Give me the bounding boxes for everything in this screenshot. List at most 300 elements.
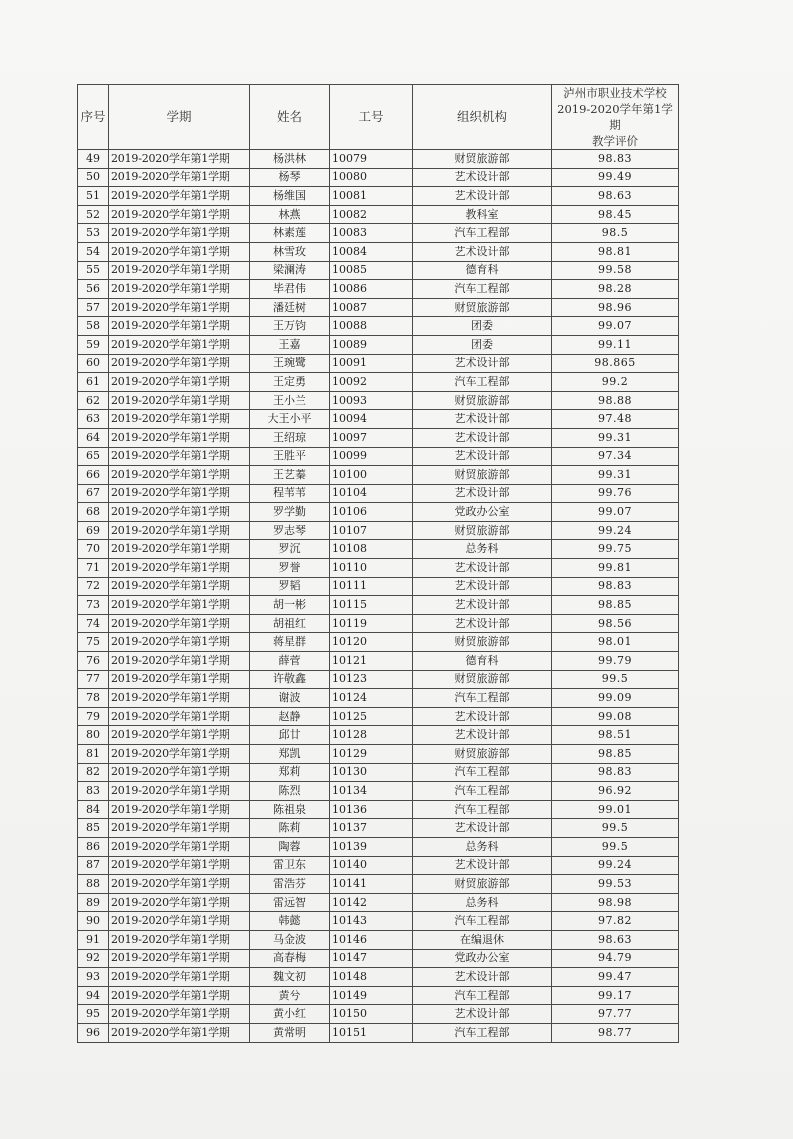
table-row xyxy=(78,968,679,987)
row-employee-id: 10111 xyxy=(330,577,413,596)
header-eval-title: 教学评价 xyxy=(592,134,638,148)
row-organization: 艺术设计部 xyxy=(413,819,552,838)
row-organization: 汽车工程部 xyxy=(413,280,552,299)
row-term: 2019-2020学年第1学期 xyxy=(109,559,250,578)
row-name: 马金波 xyxy=(250,930,330,949)
row-employee-id: 10150 xyxy=(330,1005,413,1024)
table-row xyxy=(78,930,679,949)
table-row xyxy=(78,447,679,466)
row-score: 98.56 xyxy=(552,614,679,633)
row-employee-id: 10104 xyxy=(330,484,413,503)
row-term: 2019-2020学年第1学期 xyxy=(109,503,250,522)
row-score: 99.17 xyxy=(552,986,679,1005)
table-row xyxy=(78,782,679,801)
row-score: 99.24 xyxy=(552,856,679,875)
row-name: 黄兮 xyxy=(250,986,330,1005)
table-row xyxy=(78,949,679,968)
header-eval-term: 2019-2020学年第1学期 xyxy=(557,102,673,132)
table-row xyxy=(78,335,679,354)
table-row xyxy=(78,428,679,447)
row-organization: 党政办公室 xyxy=(413,949,552,968)
table-row xyxy=(78,837,679,856)
table-row xyxy=(78,521,679,540)
table-row xyxy=(78,224,679,243)
row-organization: 汽车工程部 xyxy=(413,689,552,708)
header-org: 组织机构 xyxy=(413,85,552,150)
row-score: 98.865 xyxy=(552,354,679,373)
row-number: 52 xyxy=(78,205,109,224)
row-score: 96.92 xyxy=(552,782,679,801)
row-term: 2019-2020学年第1学期 xyxy=(109,652,250,671)
row-organization: 汽车工程部 xyxy=(413,912,552,931)
header-term: 学期 xyxy=(109,85,250,150)
row-term: 2019-2020学年第1学期 xyxy=(109,800,250,819)
row-term: 2019-2020学年第1学期 xyxy=(109,1023,250,1042)
row-employee-id: 10148 xyxy=(330,968,413,987)
row-organization: 财贸旅游部 xyxy=(413,745,552,764)
row-organization: 艺术设计部 xyxy=(413,577,552,596)
row-score: 98.83 xyxy=(552,763,679,782)
row-term: 2019-2020学年第1学期 xyxy=(109,745,250,764)
row-score: 98.01 xyxy=(552,633,679,652)
row-organization: 教科室 xyxy=(413,205,552,224)
row-term: 2019-2020学年第1学期 xyxy=(109,187,250,206)
table-row xyxy=(78,503,679,522)
row-score: 99.24 xyxy=(552,521,679,540)
row-employee-id: 10121 xyxy=(330,652,413,671)
row-number: 63 xyxy=(78,410,109,429)
row-term: 2019-2020学年第1学期 xyxy=(109,968,250,987)
row-score: 98.98 xyxy=(552,893,679,912)
row-score: 99.07 xyxy=(552,317,679,336)
table-row xyxy=(78,893,679,912)
row-name: 王万钧 xyxy=(250,317,330,336)
row-number: 75 xyxy=(78,633,109,652)
row-term: 2019-2020学年第1学期 xyxy=(109,614,250,633)
row-employee-id: 10142 xyxy=(330,893,413,912)
row-organization: 汽车工程部 xyxy=(413,986,552,1005)
row-organization: 艺术设计部 xyxy=(413,187,552,206)
table-body xyxy=(78,150,679,1043)
row-employee-id: 10151 xyxy=(330,1023,413,1042)
row-term: 2019-2020学年第1学期 xyxy=(109,447,250,466)
row-employee-id: 10134 xyxy=(330,782,413,801)
row-organization: 艺术设计部 xyxy=(413,707,552,726)
row-employee-id: 10115 xyxy=(330,596,413,615)
row-employee-id: 10100 xyxy=(330,466,413,485)
row-organization: 财贸旅游部 xyxy=(413,633,552,652)
row-number: 76 xyxy=(78,652,109,671)
table-row xyxy=(78,205,679,224)
row-number: 93 xyxy=(78,968,109,987)
row-employee-id: 10149 xyxy=(330,986,413,1005)
row-organization: 艺术设计部 xyxy=(413,410,552,429)
row-term: 2019-2020学年第1学期 xyxy=(109,986,250,1005)
row-name: 林雪玫 xyxy=(250,242,330,261)
row-employee-id: 10099 xyxy=(330,447,413,466)
row-score: 99.2 xyxy=(552,373,679,392)
row-score: 99.31 xyxy=(552,428,679,447)
row-employee-id: 10140 xyxy=(330,856,413,875)
row-name: 胡一彬 xyxy=(250,596,330,615)
row-employee-id: 10108 xyxy=(330,540,413,559)
row-score: 94.79 xyxy=(552,949,679,968)
table-row xyxy=(78,689,679,708)
row-employee-id: 10129 xyxy=(330,745,413,764)
table-row xyxy=(78,986,679,1005)
row-employee-id: 10088 xyxy=(330,317,413,336)
row-score: 99.75 xyxy=(552,540,679,559)
row-name: 蒋星群 xyxy=(250,633,330,652)
row-employee-id: 10141 xyxy=(330,875,413,894)
row-name: 王艺蓁 xyxy=(250,466,330,485)
row-number: 83 xyxy=(78,782,109,801)
row-employee-id: 10081 xyxy=(330,187,413,206)
row-name: 黄常明 xyxy=(250,1023,330,1042)
row-organization: 艺术设计部 xyxy=(413,168,552,187)
row-score: 98.45 xyxy=(552,205,679,224)
row-term: 2019-2020学年第1学期 xyxy=(109,242,250,261)
row-term: 2019-2020学年第1学期 xyxy=(109,707,250,726)
row-term: 2019-2020学年第1学期 xyxy=(109,1005,250,1024)
row-organization: 艺术设计部 xyxy=(413,614,552,633)
row-term: 2019-2020学年第1学期 xyxy=(109,521,250,540)
table-row xyxy=(78,856,679,875)
row-score: 99.09 xyxy=(552,689,679,708)
row-score: 99.81 xyxy=(552,559,679,578)
row-number: 68 xyxy=(78,503,109,522)
row-organization: 艺术设计部 xyxy=(413,856,552,875)
row-employee-id: 10085 xyxy=(330,261,413,280)
row-number: 54 xyxy=(78,242,109,261)
row-term: 2019-2020学年第1学期 xyxy=(109,298,250,317)
row-number: 92 xyxy=(78,949,109,968)
row-organization: 财贸旅游部 xyxy=(413,875,552,894)
row-term: 2019-2020学年第1学期 xyxy=(109,466,250,485)
header-name: 姓名 xyxy=(250,85,330,150)
evaluation-table xyxy=(77,84,679,1043)
row-score: 99.76 xyxy=(552,484,679,503)
row-number: 88 xyxy=(78,875,109,894)
row-organization: 财贸旅游部 xyxy=(413,466,552,485)
row-employee-id: 10079 xyxy=(330,150,413,169)
row-term: 2019-2020学年第1学期 xyxy=(109,261,250,280)
row-name: 陈烈 xyxy=(250,782,330,801)
row-term: 2019-2020学年第1学期 xyxy=(109,373,250,392)
row-number: 82 xyxy=(78,763,109,782)
row-number: 67 xyxy=(78,484,109,503)
row-number: 49 xyxy=(78,150,109,169)
row-name: 高春梅 xyxy=(250,949,330,968)
row-organization: 汽车工程部 xyxy=(413,763,552,782)
row-number: 58 xyxy=(78,317,109,336)
row-organization: 汽车工程部 xyxy=(413,373,552,392)
row-organization: 汽车工程部 xyxy=(413,800,552,819)
row-organization: 德育科 xyxy=(413,652,552,671)
row-organization: 财贸旅游部 xyxy=(413,521,552,540)
row-number: 90 xyxy=(78,912,109,931)
row-number: 71 xyxy=(78,559,109,578)
row-employee-id: 10124 xyxy=(330,689,413,708)
row-term: 2019-2020学年第1学期 xyxy=(109,782,250,801)
row-term: 2019-2020学年第1学期 xyxy=(109,856,250,875)
row-score: 99.58 xyxy=(552,261,679,280)
row-score: 98.96 xyxy=(552,298,679,317)
row-name: 程苇苇 xyxy=(250,484,330,503)
row-name: 陈莉 xyxy=(250,819,330,838)
table-row xyxy=(78,261,679,280)
table-row xyxy=(78,614,679,633)
row-term: 2019-2020学年第1学期 xyxy=(109,428,250,447)
header-no: 序号 xyxy=(78,85,109,150)
row-organization: 汽车工程部 xyxy=(413,1023,552,1042)
table-row xyxy=(78,745,679,764)
row-score: 98.88 xyxy=(552,391,679,410)
row-number: 74 xyxy=(78,614,109,633)
row-name: 毕君伟 xyxy=(250,280,330,299)
row-name: 王琬鹭 xyxy=(250,354,330,373)
row-employee-id: 10136 xyxy=(330,800,413,819)
row-organization: 总务科 xyxy=(413,837,552,856)
row-organization: 总务科 xyxy=(413,893,552,912)
row-employee-id: 10097 xyxy=(330,428,413,447)
row-number: 80 xyxy=(78,726,109,745)
row-name: 王胜平 xyxy=(250,447,330,466)
row-score: 98.83 xyxy=(552,150,679,169)
row-name: 林燕 xyxy=(250,205,330,224)
row-number: 73 xyxy=(78,596,109,615)
row-organization: 艺术设计部 xyxy=(413,726,552,745)
table-row xyxy=(78,317,679,336)
row-number: 56 xyxy=(78,280,109,299)
row-term: 2019-2020学年第1学期 xyxy=(109,949,250,968)
row-name: 谢波 xyxy=(250,689,330,708)
row-score: 97.48 xyxy=(552,410,679,429)
row-score: 97.34 xyxy=(552,447,679,466)
row-score: 99.5 xyxy=(552,670,679,689)
row-number: 69 xyxy=(78,521,109,540)
row-term: 2019-2020学年第1学期 xyxy=(109,596,250,615)
row-name: 潘廷树 xyxy=(250,298,330,317)
row-name: 黄小红 xyxy=(250,1005,330,1024)
row-name: 许敬鑫 xyxy=(250,670,330,689)
row-score: 99.31 xyxy=(552,466,679,485)
row-name: 韩懿 xyxy=(250,912,330,931)
row-score: 99.47 xyxy=(552,968,679,987)
row-number: 96 xyxy=(78,1023,109,1042)
row-employee-id: 10082 xyxy=(330,205,413,224)
row-employee-id: 10087 xyxy=(330,298,413,317)
row-organization: 艺术设计部 xyxy=(413,596,552,615)
row-name: 雷卫东 xyxy=(250,856,330,875)
row-number: 62 xyxy=(78,391,109,410)
table-row xyxy=(78,168,679,187)
row-number: 89 xyxy=(78,893,109,912)
row-number: 81 xyxy=(78,745,109,764)
row-organization: 艺术设计部 xyxy=(413,968,552,987)
table-row xyxy=(78,559,679,578)
row-employee-id: 10093 xyxy=(330,391,413,410)
row-organization: 德育科 xyxy=(413,261,552,280)
row-term: 2019-2020学年第1学期 xyxy=(109,893,250,912)
row-employee-id: 10086 xyxy=(330,280,413,299)
row-employee-id: 10147 xyxy=(330,949,413,968)
table-row xyxy=(78,373,679,392)
row-employee-id: 10091 xyxy=(330,354,413,373)
row-employee-id: 10120 xyxy=(330,633,413,652)
row-employee-id: 10106 xyxy=(330,503,413,522)
row-employee-id: 10107 xyxy=(330,521,413,540)
row-term: 2019-2020学年第1学期 xyxy=(109,875,250,894)
table-row xyxy=(78,410,679,429)
row-name: 王绍琼 xyxy=(250,428,330,447)
row-organization: 艺术设计部 xyxy=(413,1005,552,1024)
row-employee-id: 10080 xyxy=(330,168,413,187)
row-term: 2019-2020学年第1学期 xyxy=(109,689,250,708)
row-term: 2019-2020学年第1学期 xyxy=(109,577,250,596)
row-organization: 艺术设计部 xyxy=(413,428,552,447)
row-number: 79 xyxy=(78,707,109,726)
row-score: 99.08 xyxy=(552,707,679,726)
row-employee-id: 10123 xyxy=(330,670,413,689)
row-organization: 团委 xyxy=(413,317,552,336)
row-employee-id: 10089 xyxy=(330,335,413,354)
row-organization: 汽车工程部 xyxy=(413,224,552,243)
table-row xyxy=(78,596,679,615)
row-term: 2019-2020学年第1学期 xyxy=(109,819,250,838)
row-number: 61 xyxy=(78,373,109,392)
table-row xyxy=(78,763,679,782)
row-employee-id: 10083 xyxy=(330,224,413,243)
row-name: 王嘉 xyxy=(250,335,330,354)
row-term: 2019-2020学年第1学期 xyxy=(109,763,250,782)
row-term: 2019-2020学年第1学期 xyxy=(109,670,250,689)
table-row xyxy=(78,670,679,689)
row-employee-id: 10139 xyxy=(330,837,413,856)
table-row xyxy=(78,875,679,894)
table-row xyxy=(78,800,679,819)
row-score: 98.85 xyxy=(552,745,679,764)
row-name: 杨琴 xyxy=(250,168,330,187)
row-term: 2019-2020学年第1学期 xyxy=(109,205,250,224)
row-name: 陈祖泉 xyxy=(250,800,330,819)
row-number: 55 xyxy=(78,261,109,280)
table-row xyxy=(78,150,679,169)
row-name: 雷远智 xyxy=(250,893,330,912)
row-name: 雷浩芬 xyxy=(250,875,330,894)
row-number: 51 xyxy=(78,187,109,206)
row-name: 薛菅 xyxy=(250,652,330,671)
row-name: 大王小平 xyxy=(250,410,330,429)
row-number: 59 xyxy=(78,335,109,354)
row-score: 98.81 xyxy=(552,242,679,261)
table-row xyxy=(78,819,679,838)
row-employee-id: 10119 xyxy=(330,614,413,633)
row-number: 57 xyxy=(78,298,109,317)
row-name: 邱廿 xyxy=(250,726,330,745)
row-number: 72 xyxy=(78,577,109,596)
row-number: 70 xyxy=(78,540,109,559)
row-score: 98.77 xyxy=(552,1023,679,1042)
row-organization: 党政办公室 xyxy=(413,503,552,522)
row-term: 2019-2020学年第1学期 xyxy=(109,726,250,745)
row-name: 罗沉 xyxy=(250,540,330,559)
row-name: 王小兰 xyxy=(250,391,330,410)
table-row xyxy=(78,707,679,726)
row-employee-id: 10125 xyxy=(330,707,413,726)
table-row xyxy=(78,466,679,485)
row-number: 94 xyxy=(78,986,109,1005)
row-name: 罗韬 xyxy=(250,577,330,596)
row-name: 林素莲 xyxy=(250,224,330,243)
row-organization: 团委 xyxy=(413,335,552,354)
row-organization: 财贸旅游部 xyxy=(413,298,552,317)
row-employee-id: 10146 xyxy=(330,930,413,949)
row-term: 2019-2020学年第1学期 xyxy=(109,484,250,503)
row-number: 85 xyxy=(78,819,109,838)
table-row xyxy=(78,540,679,559)
row-name: 罗学勤 xyxy=(250,503,330,522)
row-term: 2019-2020学年第1学期 xyxy=(109,280,250,299)
row-number: 77 xyxy=(78,670,109,689)
row-term: 2019-2020学年第1学期 xyxy=(109,168,250,187)
row-name: 赵静 xyxy=(250,707,330,726)
row-number: 60 xyxy=(78,354,109,373)
table-row xyxy=(78,484,679,503)
row-name: 魏文初 xyxy=(250,968,330,987)
row-number: 78 xyxy=(78,689,109,708)
row-name: 杨洪林 xyxy=(250,150,330,169)
header-id: 工号 xyxy=(330,85,413,150)
row-number: 50 xyxy=(78,168,109,187)
row-term: 2019-2020学年第1学期 xyxy=(109,912,250,931)
row-employee-id: 10137 xyxy=(330,819,413,838)
row-score: 98.5 xyxy=(552,224,679,243)
row-name: 郑莉 xyxy=(250,763,330,782)
row-term: 2019-2020学年第1学期 xyxy=(109,335,250,354)
row-organization: 艺术设计部 xyxy=(413,484,552,503)
row-number: 65 xyxy=(78,447,109,466)
row-score: 97.77 xyxy=(552,1005,679,1024)
row-number: 87 xyxy=(78,856,109,875)
header-eval-school: 泸州市职业技术学校 xyxy=(563,86,667,100)
row-organization: 财贸旅游部 xyxy=(413,391,552,410)
table-row xyxy=(78,1005,679,1024)
table-row xyxy=(78,187,679,206)
row-employee-id: 10110 xyxy=(330,559,413,578)
row-score: 98.51 xyxy=(552,726,679,745)
row-term: 2019-2020学年第1学期 xyxy=(109,150,250,169)
row-name: 罗誉 xyxy=(250,559,330,578)
row-term: 2019-2020学年第1学期 xyxy=(109,317,250,336)
row-number: 53 xyxy=(78,224,109,243)
table-row xyxy=(78,298,679,317)
row-score: 99.01 xyxy=(552,800,679,819)
row-score: 98.28 xyxy=(552,280,679,299)
table-row xyxy=(78,726,679,745)
row-number: 86 xyxy=(78,837,109,856)
row-employee-id: 10084 xyxy=(330,242,413,261)
row-term: 2019-2020学年第1学期 xyxy=(109,224,250,243)
row-organization: 艺术设计部 xyxy=(413,242,552,261)
row-organization: 总务科 xyxy=(413,540,552,559)
row-score: 99.49 xyxy=(552,168,679,187)
row-term: 2019-2020学年第1学期 xyxy=(109,410,250,429)
row-name: 罗志琴 xyxy=(250,521,330,540)
row-name: 郑凯 xyxy=(250,745,330,764)
row-score: 98.85 xyxy=(552,596,679,615)
row-organization: 艺术设计部 xyxy=(413,447,552,466)
